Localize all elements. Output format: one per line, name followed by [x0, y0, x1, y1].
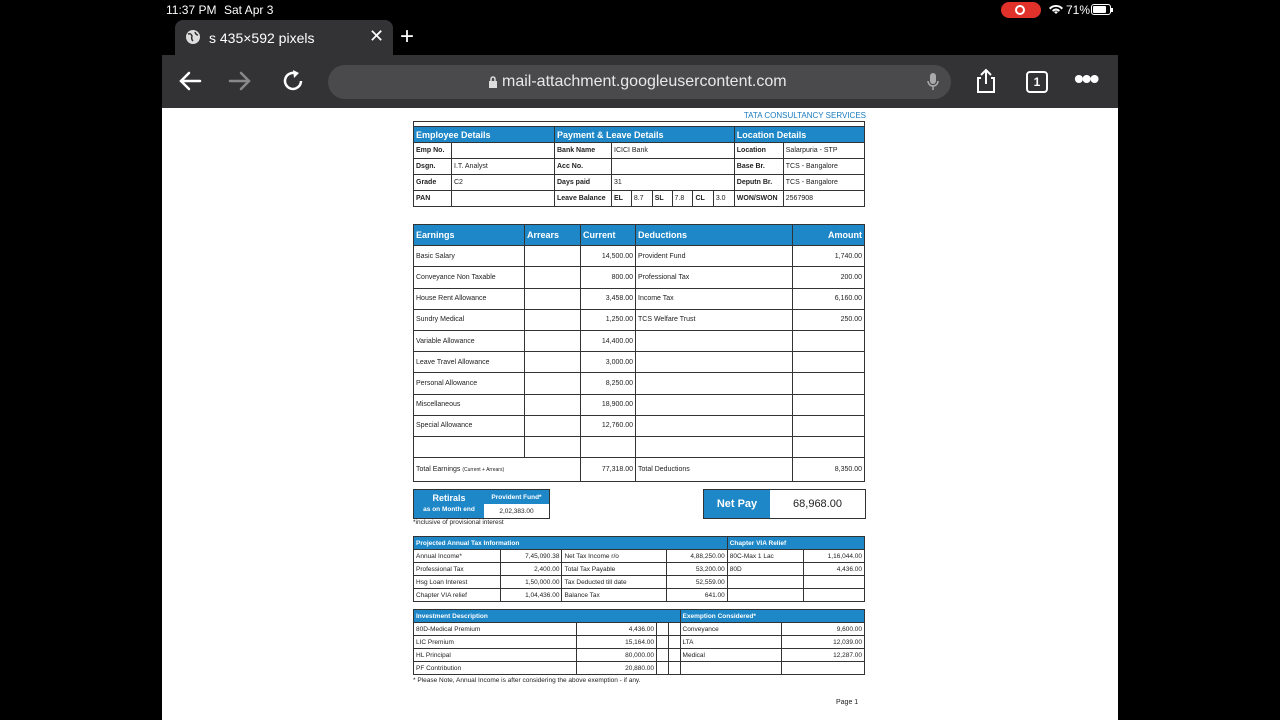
label: EL: [612, 191, 632, 207]
net-pay-label: Net Pay: [704, 490, 770, 518]
cell: 7,45,090.38: [501, 550, 562, 563]
table-row: [414, 649, 865, 662]
cell: 641.00: [666, 589, 727, 602]
label: WON/SWON: [734, 191, 783, 207]
status-date: Sat Apr 3: [224, 3, 274, 17]
cell: PF Contribution: [414, 662, 577, 675]
browser-tab[interactable]: [175, 20, 393, 55]
label: Leave Balance: [555, 191, 612, 207]
cell: 8,250.00: [581, 373, 636, 394]
pf-value: 2,02,383.00: [499, 507, 534, 515]
investment-header: Investment Description: [414, 610, 681, 623]
pf-header: Provident Fund*: [484, 490, 549, 504]
cell: Conveyance: [680, 623, 781, 636]
cell: 52,559.00: [666, 576, 727, 589]
cell: [636, 352, 793, 373]
cell: [636, 394, 793, 415]
cell: [781, 662, 864, 675]
employee-details-header: Employee Details: [414, 127, 555, 143]
cell: Sundry Medical: [414, 309, 525, 330]
document-viewer: [162, 108, 1118, 720]
cell: [525, 415, 581, 436]
cell: [525, 246, 581, 267]
cell: [525, 330, 581, 351]
value: 31: [612, 175, 735, 191]
retirals-box: [413, 489, 550, 519]
label: Dsgn.: [414, 159, 452, 175]
cell: [793, 415, 865, 436]
retirals-label: Retirals as on Month end: [414, 490, 484, 518]
cell: Net Tax Income r/o: [562, 550, 666, 563]
total-earnings-note: (Current + Arrears): [462, 467, 505, 474]
cell: Total Tax Payable: [562, 563, 666, 576]
cell: [668, 623, 680, 636]
cell: LTA: [680, 636, 781, 649]
value: 3.0: [713, 191, 734, 207]
table-row: [414, 246, 865, 267]
more-menu-icon[interactable]: •••: [1074, 63, 1098, 94]
cell: [803, 589, 864, 602]
cell: Miscellaneous: [414, 394, 525, 415]
cell: Hsg Loan Interest: [414, 576, 501, 589]
cell: 4,436.00: [803, 563, 864, 576]
table-row: [414, 330, 865, 351]
label: Days paid: [555, 175, 612, 191]
value: Salarpuria - STP: [783, 143, 864, 159]
share-icon[interactable]: [972, 67, 1000, 95]
value: 7.8: [672, 191, 693, 207]
company-name: TATA CONSULTANCY SERVICES: [743, 111, 866, 120]
close-tab-icon[interactable]: ✕: [369, 26, 385, 46]
current-header: Current: [581, 225, 636, 246]
value: TCS - Bangalore: [783, 159, 864, 175]
arrears-header: Arrears: [525, 225, 581, 246]
cell: [525, 309, 581, 330]
cell: Provident Fund: [636, 246, 793, 267]
table-row: [414, 309, 865, 330]
tab-count-button[interactable]: 1: [1026, 71, 1048, 93]
cell: Medical: [680, 649, 781, 662]
address-bar[interactable]: [328, 65, 951, 99]
cell: [657, 623, 669, 636]
cell: Balance Tax: [562, 589, 666, 602]
tax-header: Projected Annual Tax Information: [414, 537, 728, 550]
cell: [668, 649, 680, 662]
value: TCS - Bangalore: [783, 175, 864, 191]
table-row: [414, 623, 865, 636]
cell: [680, 662, 781, 675]
cell: Leave Travel Allowance: [414, 352, 525, 373]
cell: Annual Income*: [414, 550, 501, 563]
back-icon[interactable]: [176, 67, 204, 95]
cell: 18,900.00: [581, 394, 636, 415]
cell: Personal Allowance: [414, 373, 525, 394]
cell: Basic Salary: [414, 246, 525, 267]
cell: 1,250.00: [581, 309, 636, 330]
cell: 800.00: [581, 267, 636, 288]
screen-record-icon[interactable]: [1001, 2, 1041, 18]
cell: Chapter VIA relief: [414, 589, 501, 602]
cell: House Rent Allowance: [414, 288, 525, 309]
table-row: [414, 288, 865, 309]
table-row: [414, 636, 865, 649]
cell: 14,500.00: [581, 246, 636, 267]
pf-note: *inclusive of provisional interest: [413, 519, 504, 526]
earnings-header: Earnings: [414, 225, 525, 246]
cell: 1,16,044.00: [803, 550, 864, 563]
cell: [657, 662, 669, 675]
cell: 9,600.00: [781, 623, 864, 636]
payment-leave-header: Payment & Leave Details: [555, 127, 735, 143]
cell: [668, 662, 680, 675]
cell: 80,000.00: [577, 649, 657, 662]
cell: [657, 636, 669, 649]
label: Grade: [414, 175, 452, 191]
table-row: [414, 550, 865, 563]
cell: Professional Tax: [636, 267, 793, 288]
lock-icon: [488, 76, 498, 88]
earnings-deductions-table: [413, 224, 865, 482]
label: CL: [693, 191, 713, 207]
wifi-icon: [1048, 2, 1064, 16]
cell: 4,88,250.00: [666, 550, 727, 563]
table-row: [414, 415, 865, 436]
page-number: Page 1: [836, 699, 859, 706]
investment-table: [413, 609, 865, 675]
exemption-header: Exemption Considered*: [680, 610, 864, 623]
table-row: [414, 394, 865, 415]
amount-header: Amount: [793, 225, 865, 246]
cell: [525, 288, 581, 309]
net-pay-box: [703, 489, 866, 519]
microphone-icon[interactable]: [926, 72, 940, 92]
label: Bank Name: [555, 143, 612, 159]
net-pay-value: 68,968.00: [793, 498, 842, 510]
cell: [727, 576, 803, 589]
battery-icon: [1091, 4, 1111, 15]
cell: Conveyance Non Taxable: [414, 267, 525, 288]
cell: [727, 589, 803, 602]
total-earnings-value: 77,318.00: [581, 458, 636, 482]
status-time: 11:37 PM: [166, 3, 217, 17]
cell: [525, 352, 581, 373]
cell: [525, 267, 581, 288]
details-table: [413, 121, 865, 207]
value: ICICI Bank: [612, 143, 735, 159]
payslip: [413, 108, 866, 720]
cell: Professional Tax: [414, 563, 501, 576]
location-details-header: Location Details: [734, 127, 864, 143]
cell: 3,000.00: [581, 352, 636, 373]
status-bar: [0, 0, 1280, 20]
cell: [636, 330, 793, 351]
cell: Special Allowance: [414, 415, 525, 436]
cell: 80D-Medical Premium: [414, 623, 577, 636]
cell: [793, 352, 865, 373]
table-row: [414, 373, 865, 394]
cell: Variable Allowance: [414, 330, 525, 351]
cell: [525, 394, 581, 415]
tax-info-table: [413, 536, 865, 602]
cell: [803, 576, 864, 589]
table-row: [414, 576, 865, 589]
cell: 2,400.00: [501, 563, 562, 576]
footnote: * Please Note, Annual Income is after considering the above exemption - if any.: [413, 677, 641, 684]
value: 8.7: [631, 191, 652, 207]
cell: 12,760.00: [581, 415, 636, 436]
cell: [793, 394, 865, 415]
tab-title: s 435×592 pixels: [209, 30, 315, 46]
cell: 15,164.00: [577, 636, 657, 649]
new-tab-icon[interactable]: +: [400, 23, 415, 50]
deductions-header: Deductions: [636, 225, 793, 246]
cell: 4,436.00: [577, 623, 657, 636]
total-earnings-label: Total Earnings: [416, 466, 461, 474]
cell: 14,400.00: [581, 330, 636, 351]
cell: 200.00: [793, 267, 865, 288]
cell: TCS Welfare Trust: [636, 309, 793, 330]
cell: HL Principal: [414, 649, 577, 662]
table-row: [414, 267, 865, 288]
cell: [668, 636, 680, 649]
table-row: [414, 352, 865, 373]
forward-icon[interactable]: [226, 67, 254, 95]
cell: 20,880.00: [577, 662, 657, 675]
tab-bar: [162, 20, 1118, 55]
table-row: [414, 662, 865, 675]
via-header: Chapter VIA Relief: [727, 537, 864, 550]
cell: [636, 373, 793, 394]
cell: [793, 373, 865, 394]
label: SL: [652, 191, 672, 207]
cell: 1,04,436.00: [501, 589, 562, 602]
cell: 3,458.00: [581, 288, 636, 309]
cell: 12,039.00: [781, 636, 864, 649]
cell: [657, 649, 669, 662]
cell: [525, 373, 581, 394]
url-text: mail-attachment.googleusercontent.com: [502, 73, 787, 90]
cell: 250.00: [793, 309, 865, 330]
browser-toolbar: [162, 55, 1118, 108]
cell: 1,50,000.00: [501, 576, 562, 589]
cell: Income Tax: [636, 288, 793, 309]
globe-icon: [185, 29, 201, 45]
table-row: [414, 589, 865, 602]
total-deductions-label: Total Deductions: [636, 458, 793, 482]
cell: LIC Premium: [414, 636, 577, 649]
label: Base Br.: [734, 159, 783, 175]
cell: 80D: [727, 563, 803, 576]
label: Deputn Br.: [734, 175, 783, 191]
value: C2: [452, 175, 555, 191]
cell: [793, 330, 865, 351]
reload-icon[interactable]: [279, 67, 307, 95]
total-deductions-value: 8,350.00: [793, 458, 865, 482]
battery-percent: 71%: [1066, 3, 1091, 17]
table-row: [414, 563, 865, 576]
label: Emp No.: [414, 143, 452, 159]
cell: [636, 415, 793, 436]
value: 2567908: [783, 191, 864, 207]
label: PAN: [414, 191, 452, 207]
label: Location: [734, 143, 783, 159]
value: I.T. Analyst: [452, 159, 555, 175]
cell: 80C-Max 1 Lac: [727, 550, 803, 563]
cell: 6,160.00: [793, 288, 865, 309]
cell: 12,287.00: [781, 649, 864, 662]
cell: Tax Deducted till date: [562, 576, 666, 589]
cell: 1,740.00: [793, 246, 865, 267]
label: Acc No.: [555, 159, 612, 175]
cell: 53,200.00: [666, 563, 727, 576]
